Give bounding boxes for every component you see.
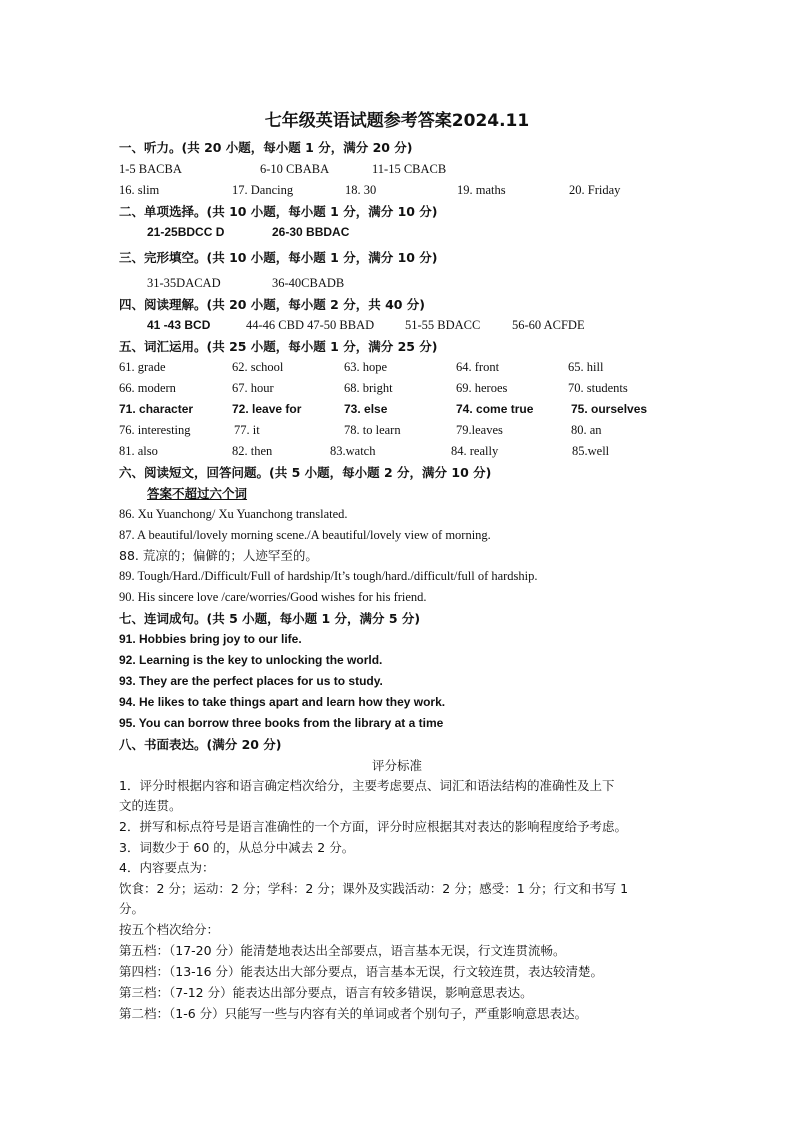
answer-cell: 56-60 ACFDE [512,318,585,332]
answer-cell: 21-25BDCC D [147,225,225,239]
answer-cell: 65. hill [568,360,604,374]
answer-cell: 26-30 BBDAC [272,225,350,239]
answer-cell: 67. hour [232,381,274,395]
answer-cell: 85.well [572,444,610,458]
answer-cell: 78. to learn [344,423,401,437]
answer-cell: 68. bright [344,381,393,395]
answer-cell: 66. modern [119,381,176,395]
answer-cell: 83.watch [330,444,376,458]
answer-cell: 20. Friday [569,183,621,197]
page-title: 七年级英语试题参考答案2024.11 [264,111,530,131]
answer-cell: 84. really [451,444,499,458]
answer-cell: 71. character [119,402,194,416]
answer-cell: 31-35DACAD [147,276,221,290]
criteria-title: 评分标准 [371,758,422,773]
answer-cell: 63. hope [344,360,388,374]
answer-cell: 79.leaves [456,423,503,437]
answer-cell: 73. else [344,402,388,416]
answer-cell: 70. students [568,381,628,395]
answer-cell: 61. grade [119,360,166,374]
answer-cell: 77. it [234,423,260,437]
answer-cell: 51-55 BDACC [405,318,481,332]
answer-cell: 1-5 BACBA [119,162,182,176]
answer-cell: 64. front [456,360,500,374]
answer-cell: 69. heroes [456,381,508,395]
answer-cell: 36-40CBADB [272,276,345,290]
answer-cell: 74. come true [456,402,534,416]
answer-cell: 11-15 CBACB [372,162,447,176]
answer-cell: 75. ourselves [571,402,648,416]
answer-cell: 62. school [232,360,284,374]
answer-cell: 19. maths [457,183,506,197]
answer-cell: 16. slim [119,183,160,197]
answer-cell: 81. also [119,444,158,458]
answer-cell: 18. 30 [345,183,377,197]
answer-cell: 80. an [571,423,602,437]
answer-cell: 82. then [232,444,273,458]
answer-cell: 17. Dancing [232,183,294,197]
answer-cell: 41 -43 BCD [147,318,211,332]
answer-cell: 76. interesting [119,423,191,437]
answer-cell: 72. leave for [232,402,302,416]
answer-cell: 44-46 CBD 47-50 BBAD [246,318,375,332]
answer-cell: 6-10 CBABA [260,162,330,176]
answer-key-page: 七年级英语试题参考答案2024.11 一、听力。(共 20 小题，每小题 1 分，满分 20 分) 1-5 BACBA 6-10 CBABA 11-15 CBACB 16. slim 17. Dancing 18. 30 19. maths 20. Friday 二、单项选择。(共 10 小题，每小题 1 分，满分 10 分) 21-25BDCC D 26-30 BBDAC 三、完形填空。(共 10 小题，每小题 1 分，满分 10 分) 31-35DACAD 36-40CBADB 四、阅读理解。(共 20 小题，每小题 2 分，共 40 分) 41 -43 BCD 44-46 CBD 47-50 BBAD 51-55 BDACC 56-60 ACFDE 五、词汇运用。(共 25 小题，每小题 1 分，满分 25 分) 61. grade 62. school 63. hope 64. front 65. hill 66. modern 67. hour 68. bright 69. heroes 70. students 71. character 72. leave for 73. else 74. come true 75. ourselves 76. interesting 77. it 78. to learn 79.leaves 80. an 81. also 82. then 83.watch 84. really 85.well 六、阅读短文，回答问题。(共 5 小题，每小题 2 分，满分 10 分) 答案不超过六个词 86. Xu Yuanchong/ Xu Yuanchong translated. 87. A beautiful/lovely morning scene./A beautiful/lovely view of morning. 88. 荒凉的；偏僻的；人迹罕至的。 89. Tough/Hard./Difficult/Full of hardship/It’s tough/hard./difficult/full of hardship. 90. His sincere love /care/worries/Good wishes for his friend. 七、连词成句。(共 5 小题，每小题 1 分，满分 5 分) 91. Hobbies bring joy to our life. 92. Learning is the key to unlocking the world. 93. They are the perfect places for us to study. 94. He likes to take things apart and learn how they work. 95. You can borrow three books from the library at a time 八、书面表达。(满分 20 分) 评分标准 1．评分时根据内容和语言确定档次给分，主要考虑要点、词汇和语法结构的准确性及上下 文的连贯。 2．拼写和标点符号是语言准确性的一个方面，评分时应根据其对表达的影响程度给予考虑。 3．词数少于 60 的，从总分中减去 2 分。 4．内容要点为： 饮食：2 分；运动：2 分；学科：2 分；课外及实践活动：2 分；感受：1 分；行文和书写 1 分。 按五个档次给分： 第五档：（17-20 分）能清楚地表达出全部要点，语言基本无误，行文连贯流畅。 第四档：（13-16 分）能表达出大部分要点，语言基本无误，行文较连贯，表达较清楚。 第三档：（7-12 分）能表达出部分要点，语言有较多错误，影响意思表达。 第二档：（1-6 分）只能写一些与内容有关的单词或者个别句子，严重影响意思表达。 [0,0,794,1123]
